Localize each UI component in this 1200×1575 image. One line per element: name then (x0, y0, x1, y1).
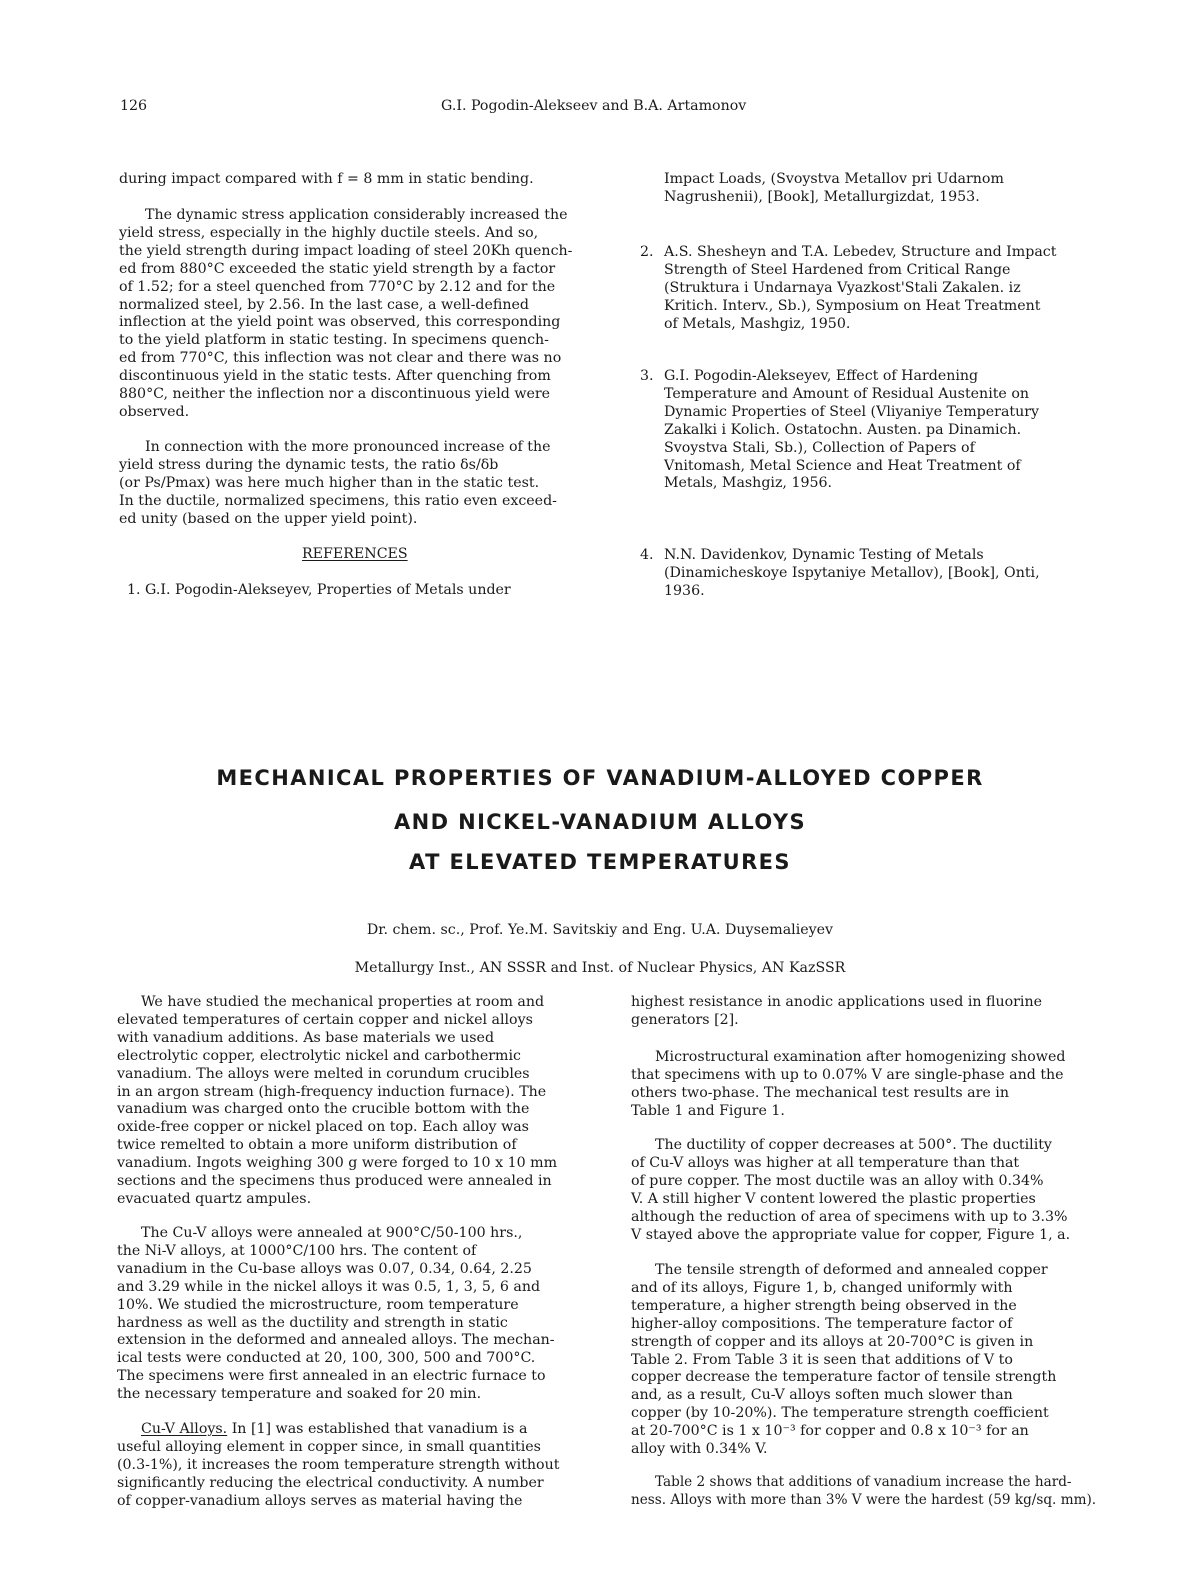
body-left-paragraph-2: The Cu-V alloys were annealed at 900°C/50-100 hrs., the Ni-V alloys, at 1000°C/100 hrs. The content of vanadium in the Cu-base alloys was 0.07, 0.34, 0.64, 2.25 and 3.29 while in the nickel alloys it was 0.5, 1, 3, 5, 6 and 10%. We studied the microstructure, room temperature hardness as well as the ductility and strength in static extension in the deformed and annealed alloys. The mechan- ical tests were conducted at 20, 100, 300, 500 and 700°C. The specimens were first annealed in an electric furnace to the necessary temperature and soaked for 20 min. (117, 1225, 555, 1403)
running-header-authors: G.I. Pogodin-Alekseev and B.A. Artamonov (441, 98, 747, 114)
top-left-paragraph-1: during impact compared with f = 8 mm in static bending. (119, 171, 534, 187)
body-left-paragraph-1: We have studied the mechanical properties at room and elevated temperatures of certain copper and nickel alloys with vanadium additions. As base materials we used electrolytic copper, electrolytic nickel and carbothermic vanadium. The alloys were melted in corundum crucibles in an argon stream (high-frequency induction furnace). The vanadium was charged onto the crucible bottom with the oxide-free copper or nickel placed on top. Each alloy was twice remelted to obtain a more uniform distribution of vanadium. Ingots weighing 300 g were forged to 10 x 10 mm sections and the specimens thus produced were annealed in evacuated quartz ampules. (117, 994, 558, 1207)
article-affiliation: Metallurgy Inst., AN SSSR and Inst. of Nuclear Physics, AN KazSSR (354, 960, 846, 976)
body-right-paragraph-4: The tensile strength of deformed and annealed copper and of its alloys, Figure 1, b, changed uniformly with temperature, a higher strength being observed in the higher-alloy compositions. The temperature factor of strength of copper and its alloys at 20-700°C is given in Table 2. From Table 3 it is seen that additions of V to copper decrease the temperature factor of tensile strength and, as a result, Cu-V alloys soften much slower than copper (by 10-20%). The temperature strength coefficient at 20-700°C is 1 x 10⁻³ for copper and 0.8 x 10⁻³ for an alloy with 0.34% V. (631, 1262, 1057, 1458)
reference-1: 1. G.I. Pogodin-Alekseyev, Properties of Metals under (127, 582, 511, 598)
cu-v-alloys-heading: Cu-V Alloys. (141, 1421, 228, 1437)
top-left-paragraph-3: In connection with the more pronounced increase of the yield stress during the dynamic tests, the ratio δs/δb (or Ps/Pmax) was here much higher than in the static test. In the ductile, normalized specimens, this ratio even exceed- ed unity (based on the upper yield point). (119, 439, 557, 527)
body-right-paragraph-3: The ductility of copper decreases at 500°. The ductility of Cu-V alloys was higher at all temperature than that of pure copper. The most ductile was an alloy with 0.34% V. A still higher V content lowered the plastic properties although the reduction of area of specimens with up to 3.3% V stayed above the appropriate value for copper, Figure 1, a. (631, 1137, 1071, 1243)
article-title-line-2: AND NICKEL-VANADIUM ALLOYS (393, 810, 807, 834)
body-left-paragraph-3: Cu-V Alloys. In [1] was established that vanadium is a useful alloying element in copper since, in small quantities (0.3-1%), it increases the room temperature strength without significantly reducing the electrical conductivity. A number of copper-vanadium alloys serves as material having the (117, 1421, 560, 1509)
article-authors: Dr. chem. sc., Prof. Ye.M. Savitskiy and Eng. U.A. Duysemalieyev (366, 922, 834, 938)
article-title-line-3: AT ELEVATED TEMPERATURES (409, 850, 791, 874)
references-heading: REFERENCES (302, 546, 408, 562)
top-left-paragraph-2: The dynamic stress application considerably increased the yield stress, especially in the highly ductile steels. And so, the yield strength during impact loading of steel 20Kh quench- ed from 880°C exceeded the static yield strength by a factor of 1.52; for a steel quenched from 770°C by 2.12 and for the normalized steel, by 2.56. In the last case, a well-defined inflection at the yield point was observed, this corresponding to the yield platform in static testing. In specimens quench- ed from 770°C, this inflection was not clear and there was no discontinuous yield in the static tests. After quenching from 880°C, neither the inflection nor a discontinuous yield were observed. (119, 207, 573, 420)
body-right-paragraph-1: highest resistance in anodic applications used in fluorine generators [2]. (631, 994, 1043, 1028)
page-number: 126 (120, 98, 148, 114)
reference-1-continued: Impact Loads, (Svoystva Metallov pri Udarnom Nagrushenii), [Book], Metallurgizdat, 1953. (664, 171, 1004, 205)
body-right-paragraph-5: Table 2 shows that additions of vanadium increase the hard- ness. Alloys with more than 3% V were the hardest (59 kg/sq. mm). (631, 1474, 1097, 1508)
article-title-line-1: MECHANICAL PROPERTIES OF VANADIUM-ALLOYED COPPER (216, 766, 984, 790)
body-right-paragraph-2: Microstructural examination after homogenizing showed that specimens with up to 0.07% V are single-phase and the others two-phase. The mechanical test results are in Table 1 and Figure 1. (631, 1049, 1066, 1119)
